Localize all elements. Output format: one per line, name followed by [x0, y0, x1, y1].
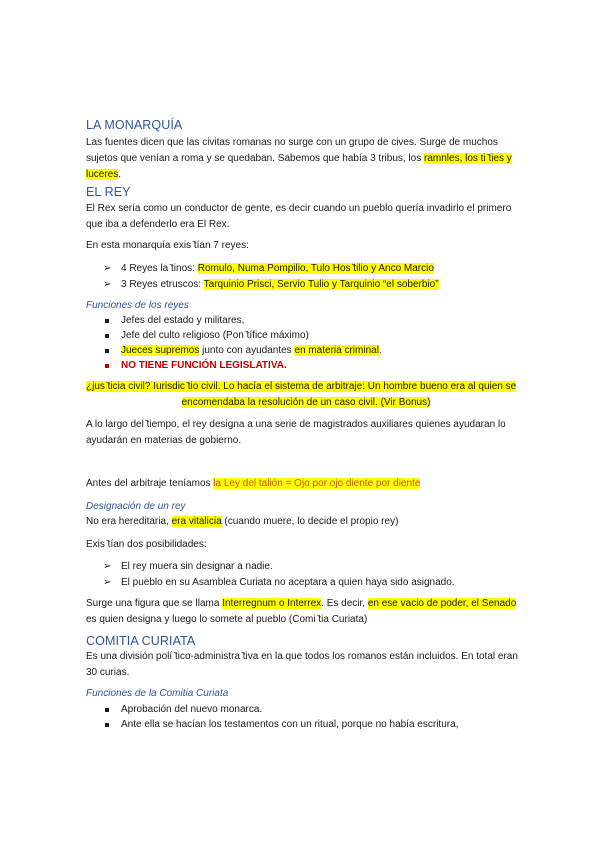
- paragraph-rex: El Rex sería como un conductor de gente, es decir cuando un pueblo quería invadirlo el primero que iba a defenderlo era El Rex.: [86, 203, 512, 230]
- highlight-ley-talion: la Ley del talión = Ojo por ojo diente por diente: [213, 478, 421, 489]
- square-bullet-icon: [103, 717, 117, 733]
- arrow-bullet-icon: ➢: [103, 279, 112, 290]
- highlight-reyes-latinos: Romulo, Numa Pompilio, Tulo Hos ̆tilio y Anco Marcio: [197, 263, 434, 274]
- arrow-bullet-icon: ➢: [103, 263, 112, 274]
- list-item-text: 3 Reyes etruscos: Tarquinio Prisci, Servio Tulio y Tarquinio “el soberbio”: [121, 279, 439, 290]
- highlight-tribus: ramnles, los ti ̆ties y luceres: [86, 153, 512, 180]
- heading-funciones-comitia: Funciones de la Comitia Curiata: [86, 688, 229, 699]
- paragraph-comitia: Es una división polí ̆tico-administra ̆tiva en la que todos los romanos están incluidos. En total eran 30 curias.: [86, 651, 518, 678]
- list-item-text: Jefe del culto religioso (Pon ̆tífice máximo): [121, 330, 309, 341]
- heading-comitia-curiata: COMITIA CURIATA: [86, 634, 196, 648]
- paragraph-magistrados: A lo largo del ̆tiempo, el rey designa a una serie de magistrados auxiliares quienes ayudaran lo ayudarán en materias de gobierno.: [86, 419, 506, 446]
- list-item-text: Jueces supremos junto con ayudantes en materia criminal.: [121, 345, 382, 356]
- arrow-bullet-icon: ➢: [103, 561, 112, 572]
- highlight-justicia-line1: ¿jus ̆ticia civil? Iurisdic ̆tio civil. Lo hacía el sistema de arbitraje: Un hombre bueno era al quien se: [86, 381, 517, 392]
- square-bullet-icon: [103, 358, 117, 374]
- paragraph-arbitraje: Antes del arbitraje teníamos la Ley del talión = Ojo por ojo diente por diente: [86, 478, 421, 489]
- square-bullet-icon: [103, 328, 117, 344]
- paragraph-siete-reyes: En esta monarquía exis ̆tían 7 reyes:: [86, 240, 249, 251]
- highlight-justicia-line2: encomendaba la resolución de un caso civil. (Vir Bonus): [181, 397, 431, 408]
- arrow-bullet-icon: ➢: [103, 577, 112, 588]
- list-item-text: Aprobación del nuevo monarca.: [121, 704, 263, 715]
- list-item-text: Jefes del estado y militares,: [121, 315, 245, 326]
- paragraph-hereditaria: No era hereditaria, era vitalicia (cuando muere, lo decide el propio rey): [86, 516, 399, 527]
- paragraph-monarquia: [86, 135, 516, 183]
- paragraph-text: .: [118, 169, 122, 180]
- paragraph-justicia: [86, 379, 526, 411]
- heading-funciones-reyes: Funciones de los reyes: [86, 300, 189, 311]
- list-item-text: El pueblo en su Asamblea Curiata no aceptara a quien haya sido asignado.: [121, 577, 455, 588]
- list-item-text: 4 Reyes la ̆tinos: Romulo, Numa Pompilio, Tulo Hos ̆tilio y Anco Marcio: [121, 263, 434, 274]
- heading-monarquia: LA MONARQUÍA: [86, 118, 183, 132]
- heading-rey: EL REY: [86, 185, 131, 199]
- paragraph-posibilidades: Exis ̆tían dos posibilidades:: [86, 539, 207, 550]
- square-bullet-icon: [103, 702, 117, 718]
- list-item-text: El rey muera sin designar a nadie.: [121, 561, 273, 572]
- paragraph-text: Las fuentes dicen que las civitas romanas no surge con un grupo de cives. Surge de muchos sujetos que venían a roma y se quedaban. Sabemos que había 3 tribus, los: [86, 137, 498, 164]
- highlight-interregnum: Interregnum o Interrex: [222, 598, 322, 609]
- list-item-text: Ante ella se hacían los testamentos con un ritual, porque no había escritura,: [121, 719, 459, 730]
- highlight-reyes-etruscos: Tarquinio Prisci, Servio Tulio y Tarquinio “el soberbio”: [203, 279, 439, 290]
- heading-designacion: Designación de un rey: [86, 501, 186, 512]
- highlight-senado: en ese vacio de poder, el Senado: [367, 598, 517, 609]
- highlight-vitalicia: era vitalicia: [171, 516, 222, 527]
- square-bullet-icon: [103, 343, 117, 359]
- list-item-text: NO TIENE FUNCIÓN LEGISLATIVA.: [121, 360, 287, 371]
- square-bullet-icon: [103, 313, 117, 329]
- paragraph-interrex: Surge una figura que se llama Interregnum o Interrex. Es decir, en ese vacio de poder, el Senado es quien designa y luego lo somete al pueblo (Comi ̆tia Curiata): [86, 598, 517, 625]
